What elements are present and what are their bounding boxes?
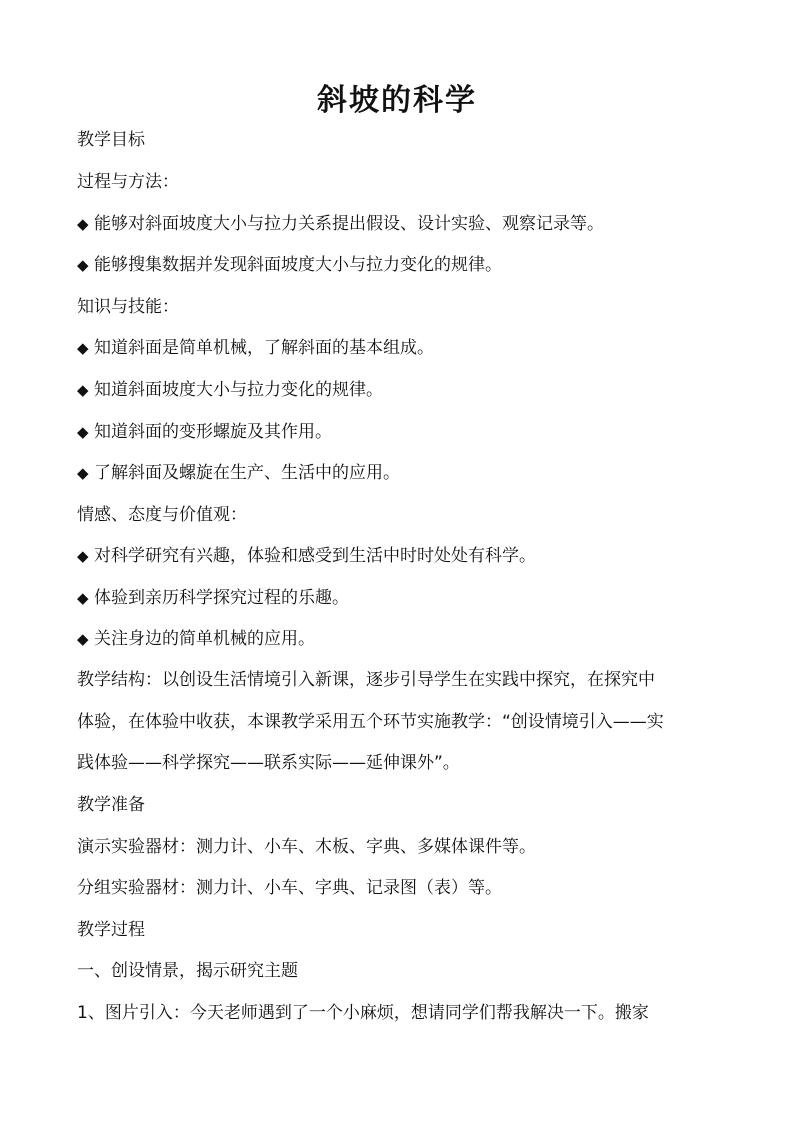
document-title: 斜坡的科学	[317, 83, 477, 118]
diamond-bullet-icon: ◆	[77, 464, 89, 482]
bullet-text: 了解斜面及螺旋在生产、生活中的应用。	[94, 463, 400, 483]
bullet-item	[77, 253, 727, 277]
heading-teaching-prep: 教学准备	[77, 795, 145, 815]
paragraph-line: 教学结构：以创设生活情境引入新课，逐步引导学生在实践中探究，在探究中	[77, 670, 655, 690]
diamond-bullet-icon: ◆	[77, 423, 89, 441]
bullet-text: 对科学研究有兴趣，体验和感受到生活中时时处处有科学。	[94, 546, 536, 566]
diamond-bullet-icon: ◆	[77, 547, 89, 565]
subheading-emotion-values: 情感、态度与价值观：	[77, 505, 247, 525]
heading-teaching-process: 教学过程	[77, 920, 145, 940]
subheading-process-method: 过程与方法：	[77, 172, 179, 192]
bullet-item	[77, 212, 727, 236]
diamond-bullet-icon: ◆	[77, 215, 89, 233]
paragraph-line: 分组实验器材：测力计、小车、字典、记录图（表）等。	[77, 878, 502, 898]
diamond-bullet-icon: ◆	[77, 589, 89, 607]
bullet-item	[77, 461, 727, 485]
bullet-item	[77, 544, 727, 568]
paragraph-line: 践体验——科学探究——联系实际——延伸课外”。	[77, 753, 460, 773]
paragraph-line: 演示实验器材：测力计、小车、木板、字典、多媒体课件等。	[77, 837, 536, 857]
bullet-item	[77, 378, 727, 402]
heading-teaching-goals: 教学目标	[77, 130, 145, 150]
bullet-text: 知道斜面是简单机械，了解斜面的基本组成。	[94, 338, 434, 358]
paragraph-line: 体验，在体验中收获，本课教学采用五个环节实施教学：“创设情境引入——实	[77, 712, 664, 732]
diamond-bullet-icon: ◆	[77, 381, 89, 399]
bullet-item	[77, 627, 727, 651]
bullet-item	[77, 420, 727, 444]
subheading-knowledge-skills: 知识与技能：	[77, 297, 179, 317]
bullet-item	[77, 336, 727, 360]
bullet-text: 知道斜面的变形螺旋及其作用。	[94, 422, 332, 442]
bullet-text: 关注身边的简单机械的应用。	[94, 629, 315, 649]
bullet-text: 能够对斜面坡度大小与拉力关系提出假设、设计实验、观察记录等。	[94, 214, 604, 234]
diamond-bullet-icon: ◆	[77, 630, 89, 648]
diamond-bullet-icon: ◆	[77, 339, 89, 357]
paragraph-line: 1、图片引入：今天老师遇到了一个小麻烦，想请同学们帮我解决一下。搬家	[77, 1003, 649, 1023]
section-heading: 一、创设情景，揭示研究主题	[77, 961, 298, 981]
bullet-text: 知道斜面坡度大小与拉力变化的规律。	[94, 380, 383, 400]
diamond-bullet-icon: ◆	[77, 256, 89, 274]
bullet-text: 体验到亲历科学探究过程的乐趣。	[94, 588, 349, 608]
bullet-text: 能够搜集数据并发现斜面坡度大小与拉力变化的规律。	[94, 255, 502, 275]
bullet-item	[77, 586, 727, 610]
